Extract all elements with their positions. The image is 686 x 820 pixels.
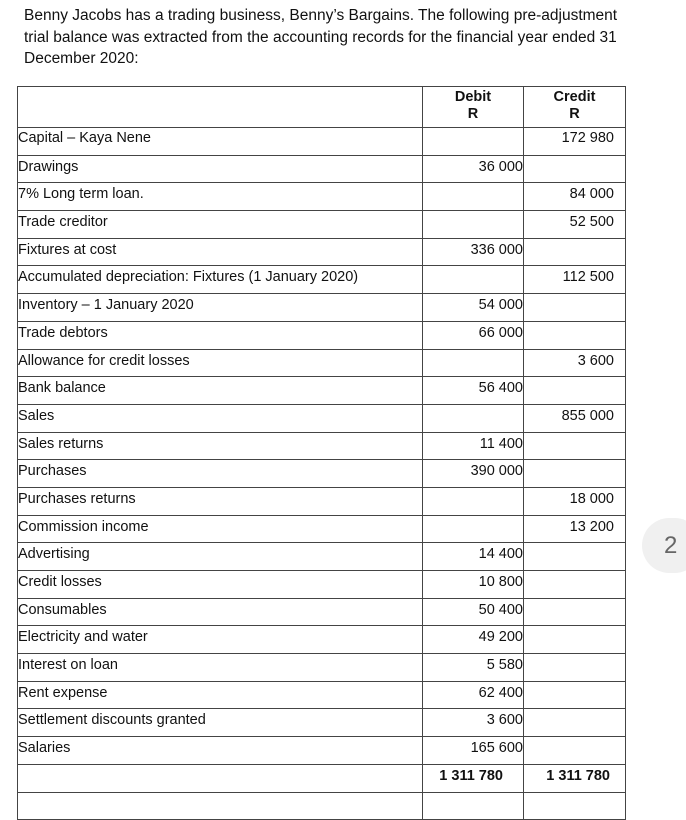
- row-description-text: Sales returns: [18, 435, 104, 452]
- totals-description: [18, 764, 423, 792]
- row-credit-text: [524, 682, 614, 685]
- row-debit: [423, 321, 524, 349]
- row-description: [18, 487, 423, 515]
- intro-paragraph: Benny Jacobs has a trading business, Benny’s Bargains. The following pre-adjustment trial balance was extracted from the accounting records for the financial year ended 31 December 2020:: [24, 7, 618, 67]
- row-credit: [524, 238, 626, 266]
- row-description: [18, 128, 423, 156]
- totals-credit-text: 1 311 780: [546, 767, 610, 784]
- row-description: [18, 266, 423, 294]
- row-credit: [524, 543, 626, 571]
- row-description-text: Commission income: [18, 518, 149, 535]
- row-description-text: Capital – Kaya Nene: [18, 130, 151, 146]
- row-credit-text: 3 600: [577, 352, 614, 369]
- totals-row: [18, 764, 626, 792]
- row-credit-text: 84 000: [569, 186, 614, 203]
- row-description: [18, 681, 423, 709]
- row-description-text: Interest on loan: [18, 657, 118, 674]
- table-row: [18, 128, 626, 156]
- row-debit-text: 11 400: [479, 435, 523, 452]
- table-row: [18, 681, 626, 709]
- table-row: [18, 598, 626, 626]
- row-credit: [524, 737, 626, 765]
- row-description-text: Settlement discounts granted: [18, 712, 206, 729]
- row-debit-text: 10 800: [478, 574, 523, 590]
- row-description: [18, 211, 423, 239]
- row-description: [18, 377, 423, 405]
- row-debit: [423, 377, 524, 405]
- row-debit-text: [423, 128, 523, 130]
- blank-debit: [423, 792, 524, 820]
- table-row: [18, 654, 626, 682]
- row-description: [18, 626, 423, 654]
- row-debit-text: 5 580: [486, 657, 523, 674]
- table-row: [18, 238, 626, 266]
- row-description-text: Advertising: [18, 546, 90, 563]
- row-description: [18, 737, 423, 765]
- row-credit-text: 18 000: [569, 490, 614, 507]
- row-credit-text: [524, 460, 614, 463]
- table-row: [18, 211, 626, 239]
- row-description-text: Consumables: [18, 601, 107, 618]
- row-credit-text: [524, 543, 614, 546]
- row-description-text: Trade debtors: [18, 324, 108, 341]
- row-debit: [423, 128, 524, 156]
- row-debit-text: [423, 350, 523, 353]
- row-credit-text: 172 980: [561, 130, 614, 146]
- row-debit: [423, 571, 524, 599]
- row-credit-text: [524, 239, 614, 242]
- totals-debit: [423, 764, 524, 792]
- row-debit-text: 390 000: [470, 463, 523, 480]
- row-debit: [423, 238, 524, 266]
- row-description-text: 7% Long term loan.: [18, 186, 144, 203]
- table-row: [18, 626, 626, 654]
- row-credit: [524, 709, 626, 737]
- table-row: [18, 183, 626, 211]
- row-debit-text: [423, 266, 523, 269]
- row-credit: [524, 211, 626, 239]
- row-debit-text: 50 400: [478, 601, 523, 618]
- row-credit-text: [524, 433, 614, 436]
- row-credit: [524, 460, 626, 488]
- table-row: [18, 155, 626, 183]
- row-debit: [423, 432, 524, 460]
- row-description: [18, 432, 423, 460]
- totals-description-text: [18, 765, 422, 768]
- row-debit: [423, 737, 524, 765]
- row-credit-text: [524, 737, 614, 740]
- trial-balance-table: [17, 86, 626, 820]
- table-row: [18, 349, 626, 377]
- row-description-text: Electricity and water: [18, 629, 148, 646]
- row-credit: [524, 681, 626, 709]
- row-credit: [524, 487, 626, 515]
- row-debit: [423, 183, 524, 211]
- table-row: [18, 460, 626, 488]
- row-debit: [423, 626, 524, 654]
- row-credit-text: [524, 654, 614, 657]
- row-description: [18, 543, 423, 571]
- row-description-text: Rent expense: [18, 684, 108, 701]
- row-debit: [423, 487, 524, 515]
- row-description-text: Purchases returns: [18, 490, 136, 507]
- row-debit: [423, 349, 524, 377]
- table-row: [18, 294, 626, 322]
- row-description-text: Fixtures at cost: [18, 241, 117, 258]
- totals-credit: [524, 764, 626, 792]
- row-debit: [423, 681, 524, 709]
- row-credit-text: [524, 377, 614, 380]
- row-credit-text: [524, 626, 614, 629]
- row-debit: [423, 543, 524, 571]
- row-debit: [423, 155, 524, 183]
- row-credit-text: [524, 156, 614, 159]
- row-credit: [524, 626, 626, 654]
- row-debit-text: 14 400: [478, 546, 523, 563]
- row-debit: [423, 598, 524, 626]
- debit-header-label: Debit: [454, 89, 492, 105]
- row-debit: [423, 654, 524, 682]
- row-credit-text: [524, 294, 614, 297]
- row-debit-text: [423, 488, 523, 491]
- credit-header: [524, 87, 626, 128]
- row-debit: [423, 294, 524, 322]
- row-debit-text: [423, 183, 523, 186]
- row-credit: [524, 515, 626, 543]
- row-credit-text: [524, 322, 614, 325]
- row-description-text: Bank balance: [18, 380, 106, 397]
- row-debit-text: 62 400: [478, 684, 523, 701]
- table-row: [18, 543, 626, 571]
- row-description: [18, 321, 423, 349]
- row-debit-text: [423, 211, 523, 214]
- row-description-text: Purchases: [18, 463, 87, 480]
- row-credit: [524, 377, 626, 405]
- row-credit: [524, 598, 626, 626]
- row-description: [18, 183, 423, 211]
- table-row: [18, 377, 626, 405]
- row-description: [18, 155, 423, 183]
- row-description-text: Allowance for credit losses: [18, 352, 190, 369]
- row-credit: [524, 404, 626, 432]
- row-debit: [423, 460, 524, 488]
- row-credit: [524, 128, 626, 156]
- row-credit: [524, 654, 626, 682]
- totals-debit-text: 1 311 780: [439, 767, 503, 784]
- table-row: [18, 737, 626, 765]
- debit-header: [423, 87, 524, 128]
- row-credit-text: [524, 709, 614, 712]
- credit-header-label: Credit: [553, 89, 596, 105]
- table-header-row: [18, 87, 626, 128]
- row-description: [18, 294, 423, 322]
- row-debit-text: [423, 516, 523, 519]
- table-row: [18, 487, 626, 515]
- table-row: [18, 321, 626, 349]
- row-debit-text: 165 600: [470, 740, 523, 757]
- row-description-text: Inventory – 1 January 2020: [18, 297, 194, 314]
- row-description: [18, 598, 423, 626]
- row-credit-text: [524, 571, 614, 574]
- row-debit: [423, 266, 524, 294]
- table-row: [18, 404, 626, 432]
- blank-row: [18, 792, 626, 820]
- row-credit: [524, 183, 626, 211]
- row-description: [18, 238, 423, 266]
- row-debit: [423, 211, 524, 239]
- row-debit-text: 66 000: [478, 324, 523, 341]
- table-row: [18, 432, 626, 460]
- blank-description: [18, 792, 423, 820]
- row-description: [18, 460, 423, 488]
- row-description: [18, 515, 423, 543]
- row-description: [18, 654, 423, 682]
- row-credit: [524, 432, 626, 460]
- header-blank-cell: [18, 87, 423, 128]
- row-description-text: Sales: [18, 407, 55, 424]
- row-debit-text: 54 000: [478, 297, 523, 314]
- row-description: [18, 404, 423, 432]
- row-credit: [524, 155, 626, 183]
- row-credit-text: 855 000: [561, 407, 614, 424]
- row-credit: [524, 321, 626, 349]
- row-credit-text: 112 500: [562, 269, 614, 286]
- row-debit: [423, 709, 524, 737]
- row-credit: [524, 294, 626, 322]
- row-credit: [524, 349, 626, 377]
- table-row: [18, 266, 626, 294]
- row-debit-text: 56 400: [478, 380, 523, 397]
- table-row: [18, 515, 626, 543]
- credit-header-unit: R: [569, 106, 580, 122]
- row-description-text: Salaries: [18, 740, 71, 757]
- row-debit: [423, 404, 524, 432]
- row-description-text: Drawings: [18, 158, 79, 175]
- row-description: [18, 349, 423, 377]
- row-credit-text: [524, 599, 614, 602]
- table-row: [18, 709, 626, 737]
- page-indicator-badge[interactable]: 2: [642, 518, 686, 573]
- row-description: [18, 571, 423, 599]
- blank-credit: [524, 792, 626, 820]
- row-debit-text: 49 200: [478, 629, 523, 646]
- row-description-text: Credit losses: [18, 574, 102, 590]
- row-credit: [524, 266, 626, 294]
- row-credit: [524, 571, 626, 599]
- debit-header-unit: R: [467, 106, 479, 122]
- row-debit-text: 3 600: [486, 712, 523, 729]
- row-credit-text: 13 200: [569, 518, 614, 535]
- row-description-text: Accumulated depreciation: Fixtures (1 January 2020): [18, 269, 359, 286]
- table-row: [18, 571, 626, 599]
- row-debit-text: 36 000: [478, 158, 523, 175]
- row-debit-text: 336 000: [470, 241, 523, 258]
- row-debit-text: [423, 405, 523, 408]
- row-description-text: Trade creditor: [18, 214, 108, 231]
- row-description: [18, 709, 423, 737]
- row-credit-text: 52 500: [569, 214, 614, 231]
- row-debit: [423, 515, 524, 543]
